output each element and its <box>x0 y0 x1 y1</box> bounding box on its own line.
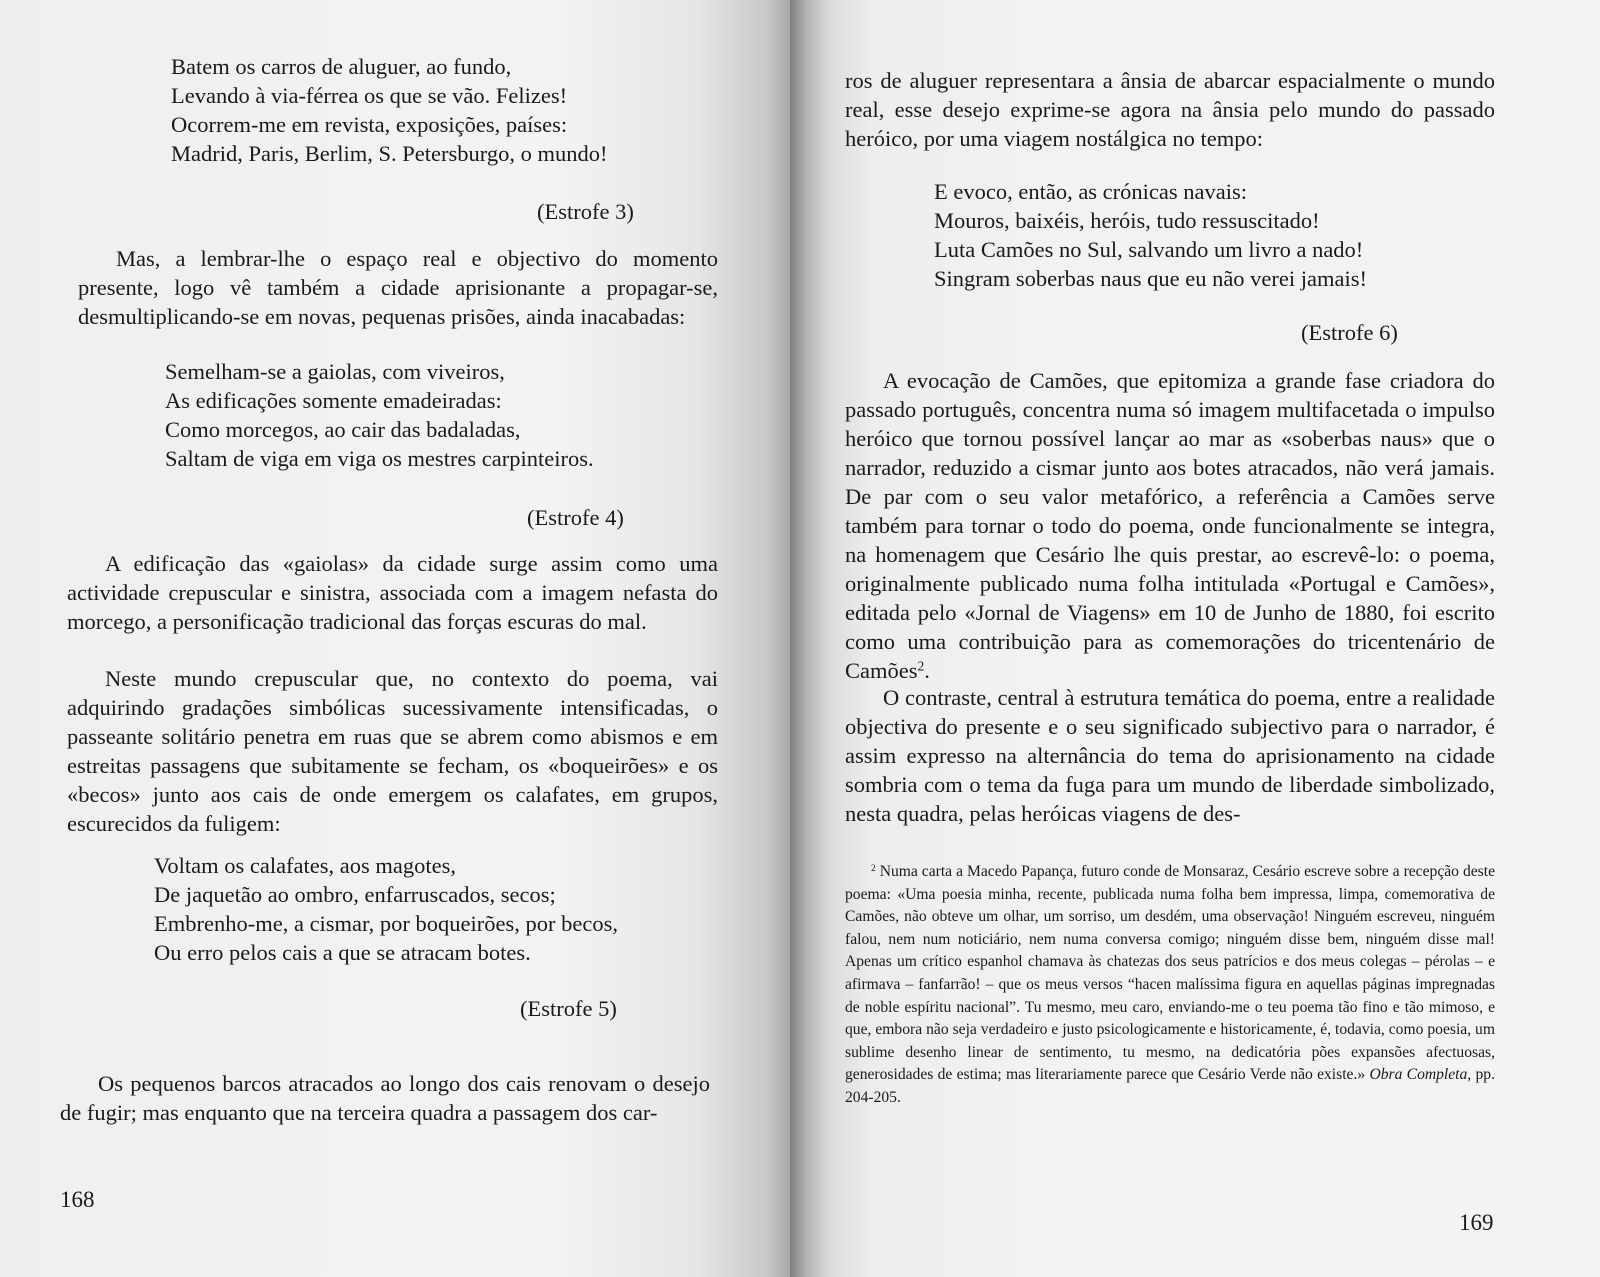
page-number: 169 <box>1459 1210 1494 1235</box>
verse-line: Ocorrem-me em revista, exposições, países: <box>171 112 568 137</box>
verse-line: Madrid, Paris, Berlim, S. Petersburgo, o mundo! <box>171 141 608 166</box>
verse-line: Singram soberbas naus que eu não verei jamais! <box>934 266 1367 291</box>
paragraph: ros de aluguer representara a ânsia de abarcar espacialmente o mundo real, esse desejo exprime-se agora na ânsia pelo mundo do passado heróico, por uma viagem nostálgica no tempo: <box>845 68 1495 151</box>
verse-line: Batem os carros de aluguer, ao fundo, <box>171 54 512 79</box>
verse-strophe-5 <box>154 851 618 967</box>
paragraph: O contraste, central à estrutura temática do poema, entre a realidade objectiva do presente e o seu significado subjectivo para o narrador, é assim expresso na alternância do tema do aprisionamento na cidade sombria com o tema da fuga para um mundo de liberdade simbolizado, nesta quadra, pelas heróicas viagens de des- <box>845 685 1495 826</box>
verse-line: De jaquetão ao ombro, enfarruscados, secos; <box>154 882 556 907</box>
verse-line: E evoco, então, as crónicas navais: <box>934 179 1248 204</box>
verse-line: Ou erro pelos cais a que se atracam botes. <box>154 940 531 965</box>
footnote-number: 2 <box>871 863 876 874</box>
verse-line: Semelham-se a gaiolas, com viveiros, <box>165 359 505 384</box>
strophe-label: (Estrofe 6) <box>1301 320 1398 345</box>
strophe-label: (Estrofe 3) <box>537 199 634 224</box>
verse-line: Saltam de viga em viga os mestres carpinteiros. <box>165 446 594 471</box>
verse-line: Levando à via-férrea os que se vão. Felizes! <box>171 83 568 108</box>
paragraph: A evocação de Camões, que epitomiza a grande fase criadora do passado português, concentra numa só imagem multifacetada o impulso heróico que tornou possível lançar ao mar as «soberbas naus» que o narrador, reduzido a cismar junto aos botes atracados, não verá jamais. De par com o seu valor metafórico, a referência a Camões serve também para tornar o todo do poema, onde funcionalmente se integra, na homenagem que Cesário lhe quis prestar, ao escrevê-lo: o poema, originalmente publicado numa folha intitulada «Portugal e Camões», editada pelo «Jornal de Viagens» em 10 de Junho de 1880, foi escrito como uma contribuição para as comemorações do tricentenário de Camões$^2$. <box>845 368 1495 683</box>
strophe-label: (Estrofe 4) <box>527 505 624 530</box>
page-number: 168 <box>60 1187 95 1212</box>
footnote: $^2$ Numa carta a Macedo Papança, futuro conde de Monsaraz, Cesário escreve sobre a recepção deste poema: «Uma poesia minha, recente, publicada numa folha bem impressa, limpa, comemorativa de Camões, não obteve um olhar, um sorriso, um desdém, uma observação! Ninguém escreveu, ninguém falou, nem num noticiário, nem numa conversa comigo; ninguém disse bem, ninguém disse mal! Apenas um crítico espanhol chamava às chatezas dos seus patrícios e dos meus colegas – pérolas – e afirmava – fanfarrão! – que os meus versos “hacen malíssima figura en aquellas páginas impregnadas de noble espíritu nacional”. Tu mesmo, meu caro, enviando-me o teu poema tão fino e tão mimoso, e que, embora não seja verdadeiro e justo psicologicamente e historicamente, é, todavia, como poesia, um sublime desenho linear de sentimento, tu mesmo, na dedicatória pões expansões afectuosas, generosidades de estima; mas literariamente parece que Cesário Verde não existe.» Obra Completa, pp. 204-205. <box>845 863 1495 1106</box>
verse-line: Mouros, baixéis, heróis, tudo ressuscitado! <box>934 208 1320 233</box>
verse-line: Como morcegos, ao cair das badaladas, <box>165 417 521 442</box>
paragraph: Neste mundo crepuscular que, no contexto do poema, vai adquirindo gradações simbólicas sucessivamente intensificadas, o passeante solitário penetra em ruas que se abrem como abismos e em estreitas passagens que subitamente se fecham, os «boqueirões» e os «becos» junto aos cais de onde emergem os calafates, em grupos, escurecidos da fuligem: <box>67 666 718 836</box>
verse-strophe-6 <box>934 177 1367 293</box>
verse-line: Luta Camões no Sul, salvando um livro a nado! <box>934 237 1364 262</box>
verse-line: As edificações somente emadeiradas: <box>165 388 502 413</box>
paragraph: Os pequenos barcos atracados ao longo dos cais renovam o desejo de fugir; mas enquanto que na terceira quadra a passagem dos car- <box>60 1071 710 1125</box>
strophe-label: (Estrofe 5) <box>520 996 617 1021</box>
paragraph: A edificação das «gaiolas» da cidade surge assim como uma actividade crepuscular e sinistra, associada com a imagem nefasta do morcego, a personificação tradicional das forças escuras do mal. <box>67 551 718 634</box>
verse-strophe-4 <box>165 357 594 473</box>
verse-strophe-3 <box>171 52 607 168</box>
verse-line: Embrenho-me, a cismar, por boqueirões, por becos, <box>154 911 618 936</box>
source-title: Obra Completa, <box>1369 1066 1472 1084</box>
paragraph: Mas, a lembrar-lhe o espaço real e objectivo do momento presente, logo vê também a cidade aprisionante a propagar-se, desmultiplicando-se em novas, pequenas prisões, ainda inacabadas: <box>78 246 718 329</box>
verse-line: Voltam os calafates, aos magotes, <box>154 853 457 878</box>
left-page <box>0 0 790 1277</box>
right-page <box>790 0 1600 1277</box>
footnote-reference[interactable]: 2 <box>917 658 925 674</box>
